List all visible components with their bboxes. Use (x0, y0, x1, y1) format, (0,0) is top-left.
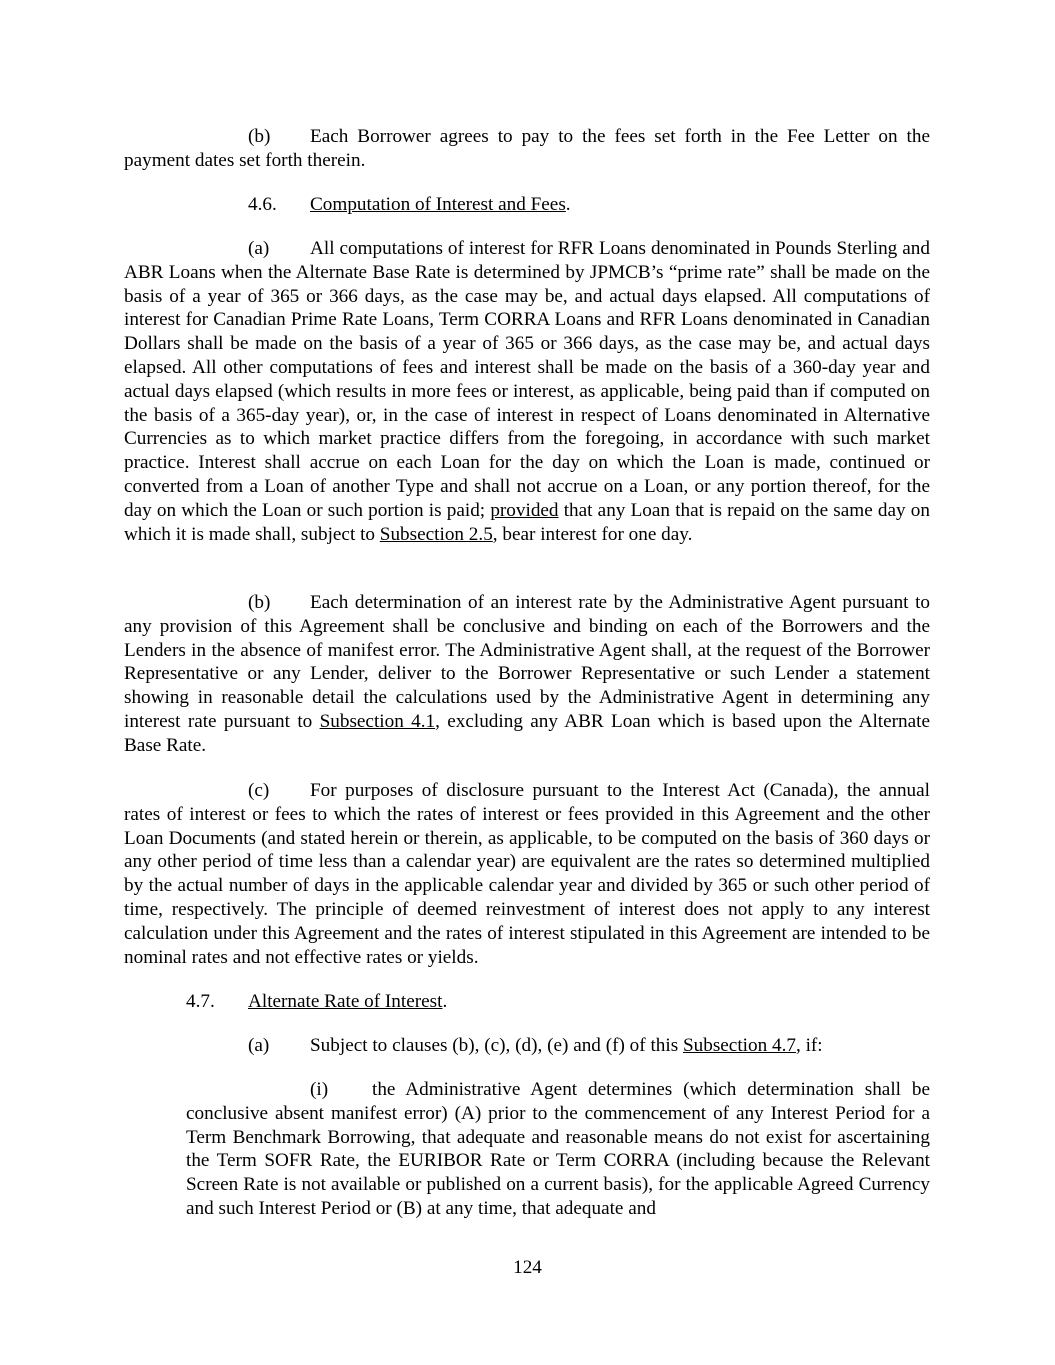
page-number: 124 (513, 1257, 542, 1278)
paragraph-4-7-a (248, 1034, 823, 1058)
section-heading-4-6 (248, 193, 571, 217)
paragraph-label: (b) (248, 126, 271, 147)
section-number: 4.6. (248, 194, 277, 215)
subsection-reference: Subsection 4.7 (682, 1035, 796, 1056)
paragraph-label: (a) (248, 238, 270, 259)
section-number: 4.7. (186, 991, 215, 1012)
paragraph-text: Each Borrower agrees to pay to the fees set forth in the Fee Letter on the payment dates set forth therein. (124, 126, 930, 171)
paragraph-text-cont: that any Loan that is repaid on the same day on which it is made shall, subject to (124, 499, 930, 545)
section-title: Alternate Rate of Interest (248, 991, 443, 1012)
paragraph-label: (b) (248, 592, 271, 613)
paragraph-text-end: , if: (795, 1035, 823, 1056)
paragraph-text-end: , excluding any ABR Loan which is based upon the Alternate Base Rate. (124, 710, 930, 756)
paragraph-text: Subject to clauses (b), (c), (d), (e) and (f) of this (310, 1035, 683, 1056)
paragraph-text: For purposes of disclosure pursuant to the Interest Act (Canada), the annual rates of interest or fees to which the rates of interest or fees provided in this Agreement and the other Loan Documents (and stated herein or therein, as applicable, to be computed on the basis of 360 days or any other period of time less than a calendar year) are equivalent are the rates so determined multiplied by the actual number of days in the applicable calendar year and divided by 365 or such other period of time, respectively. The principle of deemed reinvestment of interest does not apply to any interest calculation under this Agreement and the rates of interest stipulated in this Agreement are intended to be nominal rates and not effective rates or yields. (124, 780, 930, 968)
paragraph-text: All computations of interest for RFR Loans denominated in Pounds Sterling and ABR Loans when the Alternate Base Rate is determined by JPMCB’s “prime rate” shall be made on the basis of a year of 365 or 366 days, as the case may be, and actual days elapsed. All computations of interest for Canadian Prime Rate Loans, Term CORRA Loans and RFR Loans denominated in Canadian Dollars shall be made on the basis of a year of 365 or 366 days, as the case may be, and actual days elapsed. All other computations of fees and interest shall be made on the basis of a 360-day year and actual days elapsed (which results in more fees or interest, as applicable, being paid than if computed on the basis of a 365-day year), or, in the case of interest in respect of Loans denominated in Alternative Currencies as to which market practice differs from the foregoing, in accordance with such market practice. Interest shall accrue on each Loan for the day on which the Loan is made, continued or converted from a Loan of another Type and shall not accrue on a Loan, or any portion thereof, for the day on which the Loan or such portion is paid; (124, 238, 930, 521)
paragraph-4-7-a-i (186, 1078, 930, 1221)
paragraph-4-6-b (124, 591, 930, 758)
paragraph-4-6-c (124, 779, 930, 969)
paragraph-fee-letter (124, 125, 930, 173)
provided-term: provided (490, 499, 559, 521)
subsection-reference: Subsection 4.1 (319, 710, 436, 732)
paragraph-text: Each determination of an interest rate by the Administrative Agent pursuant to any provision of this Agreement shall be conclusive and binding on each of the Borrowers and the Lenders in the absence of manifest error. The Administrative Agent shall, at the request of the Borrower Representative or any Lender, deliver to the Borrower Representative or such Lender a statement showing in reasonable detail the calculations used by the Administrative Agent in determining any interest rate pursuant to (124, 592, 930, 732)
paragraph-label: (a) (248, 1035, 270, 1056)
section-title: Computation of Interest and Fees (310, 194, 566, 215)
subsection-reference: Subsection 2.5 (379, 523, 493, 545)
section-title-period: . (565, 194, 571, 215)
section-title-period: . (442, 991, 448, 1012)
paragraph-text-end: , bear interest for one day. (492, 523, 693, 545)
paragraph-label: (i) (310, 1079, 329, 1100)
paragraph-text: the Administrative Agent determines (which determination shall be conclusive absent manifest error) (A) prior to the commencement of any Interest Period for a Term Benchmark Borrowing, that adequate and reasonable means do not exist for ascertaining the Term SOFR Rate, the EURIBOR Rate or Term CORRA (including because the Relevant Screen Rate is not available or published on a current basis), for the applicable Agreed Currency and such Interest Period or (B) at any time, that adequate and (186, 1079, 930, 1219)
paragraph-label: (c) (248, 780, 270, 801)
section-heading-4-7 (186, 990, 447, 1014)
paragraph-4-6-a (124, 237, 930, 546)
